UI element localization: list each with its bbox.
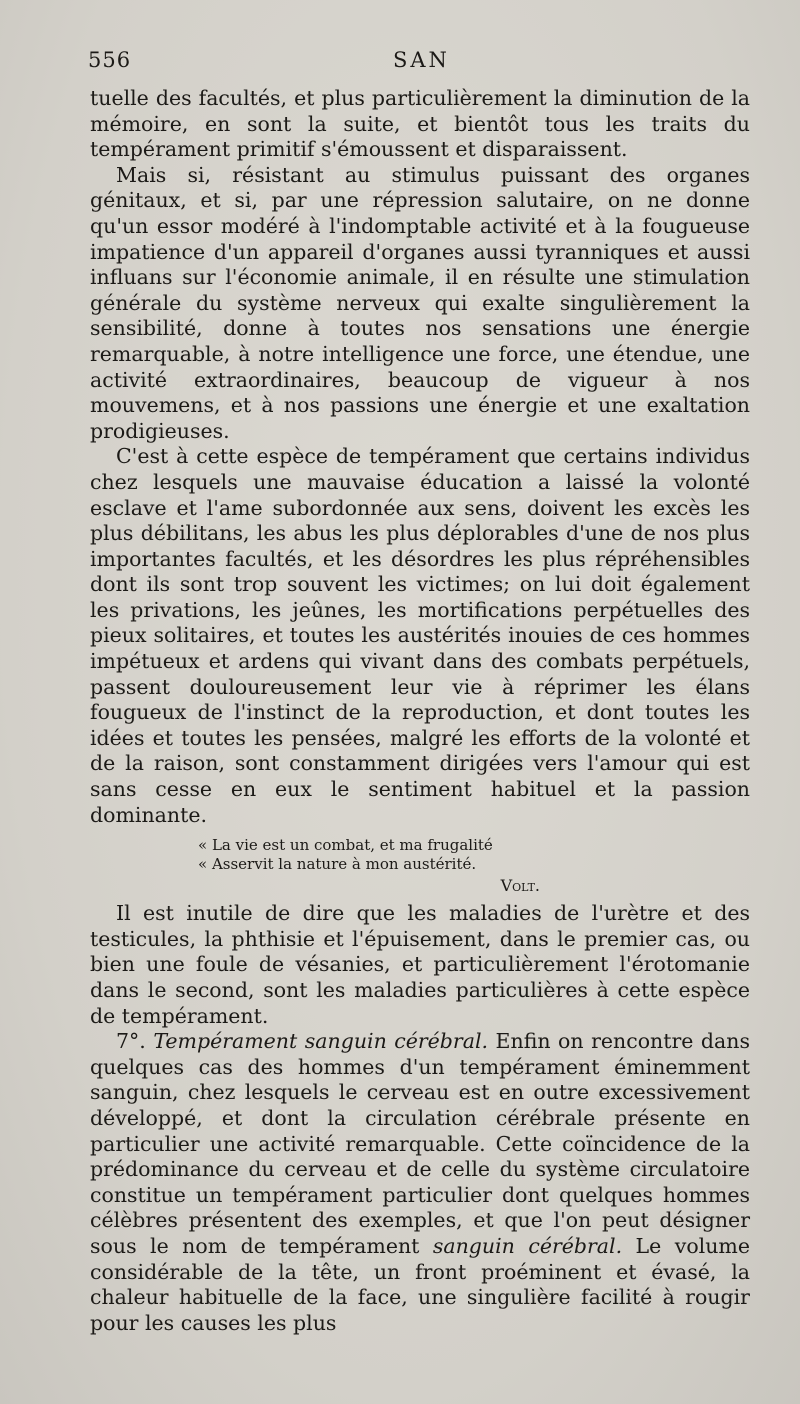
page-number: 556: [88, 48, 132, 72]
paragraph: Il est inutile de dire que les maladies de l'urètre et des testicules, la phthisie et l'épuisement, dans le premier cas, ou bien une foule de vésanies, et particulièrement l'érotomanie dans le second, sont les maladies particulières à cette espèce de tempérament.: [90, 901, 750, 1028]
section-paragraph: [90, 1029, 750, 1336]
running-head: SAN: [393, 48, 450, 72]
quote-line: « La vie est un combat, et ma frugalité: [198, 836, 493, 855]
section-text: Enfin on rencontre dans quelques cas des hommes d'un tempérament éminemment sanguin, chez lesquels le cerveau est en outre excessivement développé, et dont la circulation cérébrale présente en particulier une activité remarquable. Cette coïncidence de la prédominance du cerveau et de celle du système circulatoire constitue un tempérament particulier dont quelques hommes célèbres présentent des exemples, et que l'on peut désigner sous le nom de tempérament: [90, 1029, 750, 1258]
body-text: [90, 86, 750, 1336]
paragraph-continued: tuelle des facultés, et plus particulièrement la diminution de la mémoire, en sont la suite, et bientôt tous les traits du tempérament primitif s'émoussent et disparaissent.: [90, 86, 750, 162]
paragraph: C'est à cette espèce de tempérament que certains individus chez lesquels une mauvaise éducation a laissé la volonté esclave et l'ame subordonnée aux sens, doivent les excès les plus débilitans, les abus les plus déplorables d'une de nos plus importantes facultés, et les désordres les plus répréhensibles dont ils sont trop souvent les victimes; on lui doit également les privations, les jeûnes, les mortifications perpétuelles des pieux solitaires, et toutes les austérités inouies de ces hommes impétueux et ardens qui vivant dans des combats perpétuels, passent douloureusement leur vie à réprimer les élans fougueux de l'instinct de la reproduction, et dont toutes les idées et toutes les pensées, malgré les efforts de la volonté et de la raison, sont constamment dirigées vers l'amour qui est sans cesse en eux le sentiment habituel et la passion dominante.: [90, 444, 750, 827]
quote-author: Volt.: [500, 876, 540, 896]
verse-quotation: [90, 836, 750, 895]
page-header: [88, 48, 752, 78]
section-text-end: Le volume considérable de la tête, un front proéminent et évasé, la chaleur habituelle de la face, une singulière facilité à rougir pour les causes les plus: [90, 1233, 751, 1335]
section-title: Tempérament sanguin cérébral.: [153, 1029, 489, 1054]
quote-line: « Asservit la nature à mon austérité.: [198, 855, 477, 874]
italic-term: sanguin cérébral.: [432, 1233, 623, 1258]
section-number: 7°.: [116, 1029, 146, 1054]
paragraph: Mais si, résistant au stimulus puissant des organes génitaux, et si, par une répression salutaire, on ne donne qu'un essor modéré à l'indomptable activité et à la fougueuse impatience d'un appareil d'organes aussi tyranniques et aussi influans sur l'économie animale, il en résulte une stimulation générale du système nerveux qui exalte singulièrement la sensibilité, donne à toutes nos sensations une énergie remarquable, à notre intelligence une force, une étendue, une activité extraordinaires, beaucoup de vigueur à nos mouvemens, et à nos passions une énergie et une exaltation prodigieuses.: [90, 162, 750, 443]
